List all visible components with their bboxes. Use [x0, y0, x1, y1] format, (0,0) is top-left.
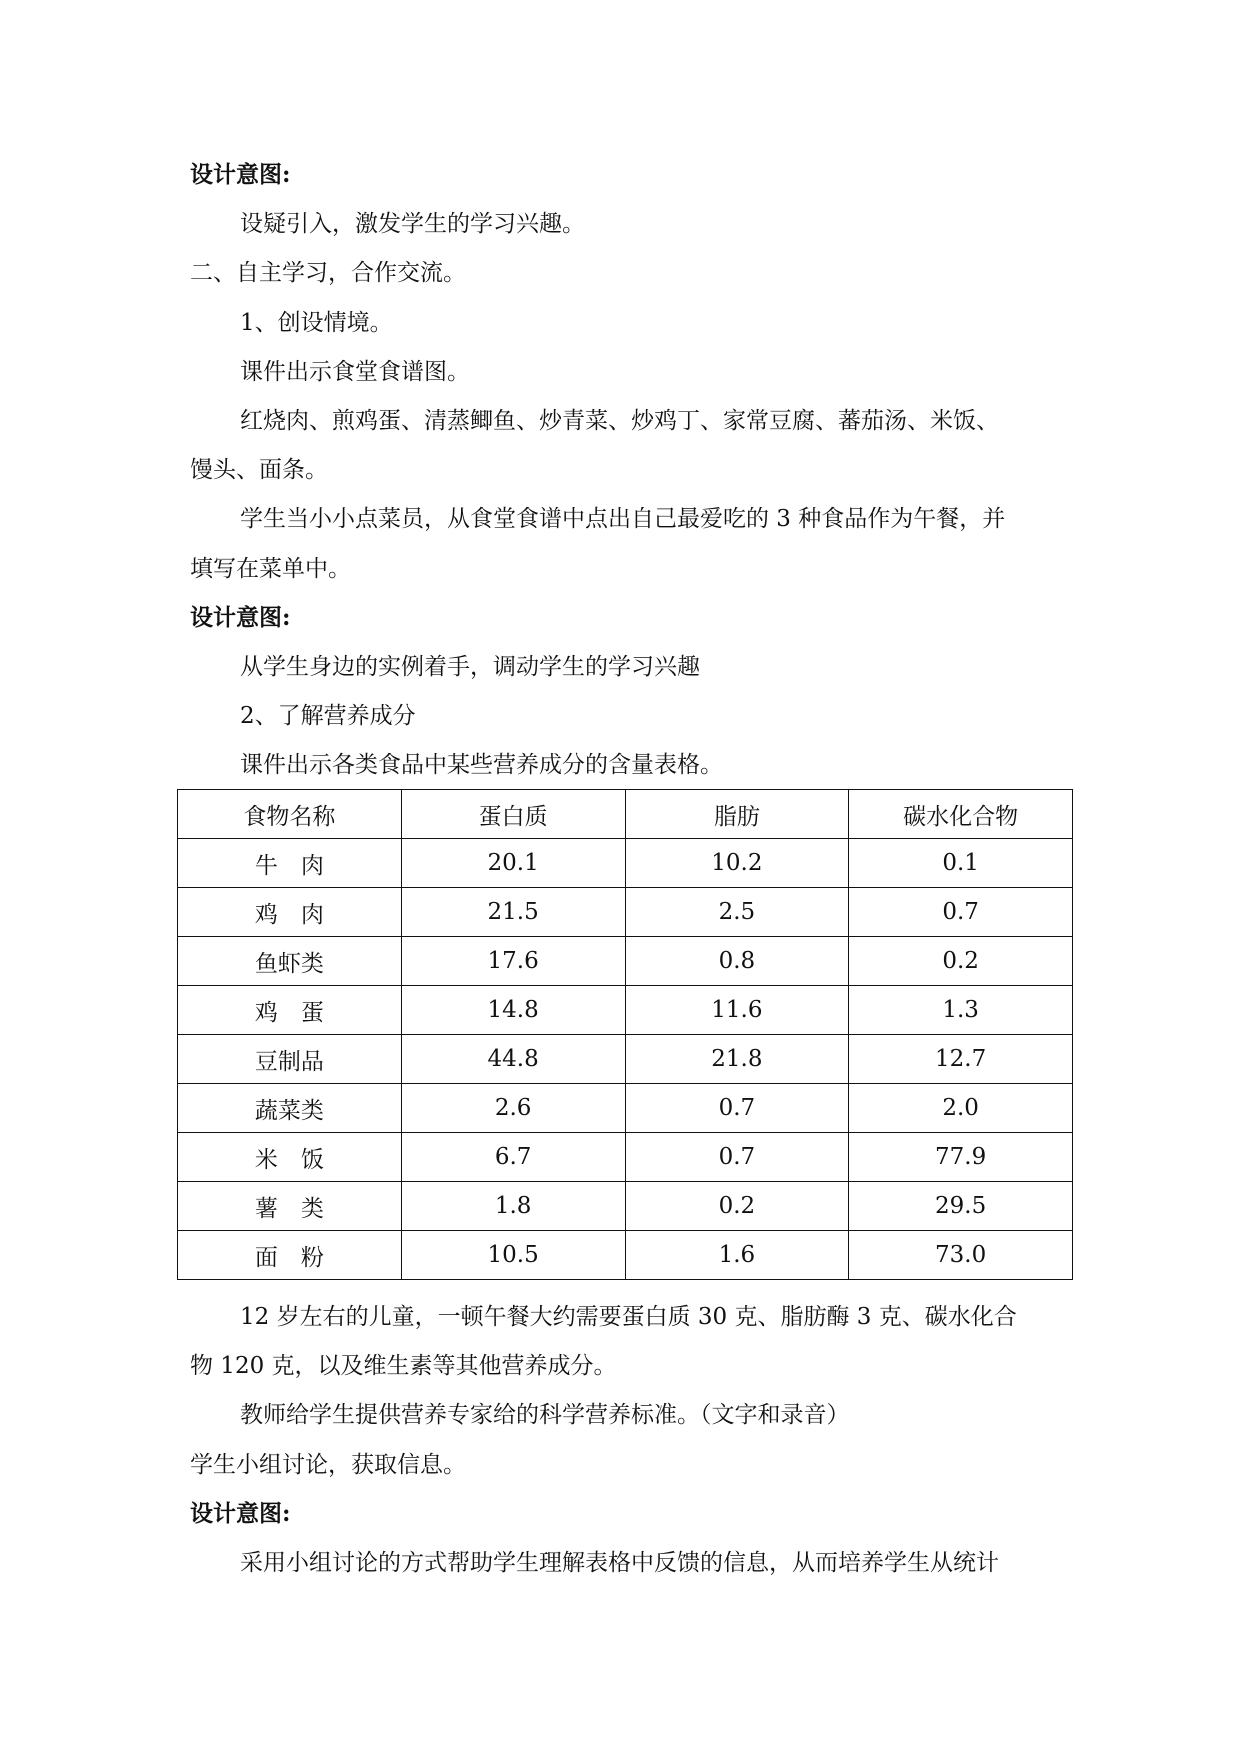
paragraph: 12 岁左右的儿童，一顿午餐大约需要蛋白质 30 克、脂肪酶 3 克、碳水化合 — [240, 1304, 1017, 1330]
paragraph: 物 120 克，以及维生素等其他营养成分。 — [190, 1353, 617, 1379]
food-name-cell: 薯 类 — [178, 1182, 402, 1231]
protein-cell: 2.6 — [401, 1084, 625, 1133]
design-intent-heading: 设计意图: — [190, 161, 291, 188]
fat-cell: 0.7 — [625, 1133, 849, 1182]
header-protein: 蛋白质 — [401, 790, 625, 839]
carbohydrate-cell: 12.7 — [849, 1035, 1073, 1084]
paragraph: 红烧肉、煎鸡蛋、清蒸鲫鱼、炒青菜、炒鸡丁、家常豆腐、蕃茄汤、米饭、 — [240, 408, 999, 434]
nutrition-table — [177, 789, 1073, 1280]
paragraph: 从学生身边的实例着手，调动学生的学习兴趣 — [240, 654, 700, 680]
paragraph: 学生小组讨论，获取信息。 — [190, 1452, 466, 1478]
table-row — [178, 888, 1073, 937]
carbohydrate-cell: 0.2 — [849, 937, 1073, 986]
food-name-cell: 豆制品 — [178, 1035, 402, 1084]
carbohydrate-cell: 77.9 — [849, 1133, 1073, 1182]
subsection-heading: 2、了解营养成分 — [240, 703, 416, 729]
carbohydrate-cell: 0.7 — [849, 888, 1073, 937]
table-row — [178, 1035, 1073, 1084]
paragraph: 采用小组讨论的方式帮助学生理解表格中反馈的信息，从而培养学生从统计 — [240, 1550, 999, 1576]
food-name-cell: 米 饭 — [178, 1133, 402, 1182]
protein-cell: 20.1 — [401, 839, 625, 888]
protein-cell: 44.8 — [401, 1035, 625, 1084]
food-name-cell: 牛 肉 — [178, 839, 402, 888]
paragraph: 课件出示各类食品中某些营养成分的含量表格。 — [240, 752, 723, 778]
protein-cell: 6.7 — [401, 1133, 625, 1182]
table-row — [178, 937, 1073, 986]
subsection-heading: 1、创设情境。 — [240, 310, 393, 336]
section-heading: 二、自主学习，合作交流。 — [190, 260, 466, 286]
table-row — [178, 1133, 1073, 1182]
protein-cell: 1.8 — [401, 1182, 625, 1231]
carbohydrate-cell: 1.3 — [849, 986, 1073, 1035]
food-name-cell: 蔬菜类 — [178, 1084, 402, 1133]
fat-cell: 1.6 — [625, 1231, 849, 1280]
fat-cell: 0.2 — [625, 1182, 849, 1231]
table-row — [178, 839, 1073, 888]
food-name-cell: 鱼虾类 — [178, 937, 402, 986]
fat-cell: 0.8 — [625, 937, 849, 986]
paragraph: 设疑引入，激发学生的学习兴趣。 — [240, 211, 585, 237]
header-fat: 脂肪 — [625, 790, 849, 839]
fat-cell: 21.8 — [625, 1035, 849, 1084]
food-name-cell: 面 粉 — [178, 1231, 402, 1280]
fat-cell: 11.6 — [625, 986, 849, 1035]
paragraph: 馒头、面条。 — [190, 457, 328, 483]
carbohydrate-cell: 2.0 — [849, 1084, 1073, 1133]
fat-cell: 0.7 — [625, 1084, 849, 1133]
table-header-row — [178, 790, 1073, 839]
design-intent-heading: 设计意图: — [190, 604, 291, 631]
paragraph: 学生当小小点菜员，从食堂食谱中点出自己最爱吃的 3 种食品作为午餐，并 — [240, 506, 1006, 532]
design-intent-heading: 设计意图: — [190, 1500, 291, 1527]
table-row — [178, 1231, 1073, 1280]
protein-cell: 21.5 — [401, 888, 625, 937]
carbohydrate-cell: 0.1 — [849, 839, 1073, 888]
table-row — [178, 986, 1073, 1035]
protein-cell: 10.5 — [401, 1231, 625, 1280]
paragraph: 教师给学生提供营养专家给的科学营养标准。（文字和录音） — [240, 1402, 850, 1428]
carbohydrate-cell: 29.5 — [849, 1182, 1073, 1231]
header-food-name: 食物名称 — [178, 790, 402, 839]
food-name-cell: 鸡 蛋 — [178, 986, 402, 1035]
carbohydrate-cell: 73.0 — [849, 1231, 1073, 1280]
table-row — [178, 1182, 1073, 1231]
protein-cell: 14.8 — [401, 986, 625, 1035]
table-row — [178, 1084, 1073, 1133]
protein-cell: 17.6 — [401, 937, 625, 986]
fat-cell: 10.2 — [625, 839, 849, 888]
fat-cell: 2.5 — [625, 888, 849, 937]
header-carbohydrate: 碳水化合物 — [849, 790, 1073, 839]
food-name-cell: 鸡 肉 — [178, 888, 402, 937]
paragraph: 课件出示食堂食谱图。 — [240, 359, 470, 385]
paragraph: 填写在菜单中。 — [190, 556, 351, 582]
